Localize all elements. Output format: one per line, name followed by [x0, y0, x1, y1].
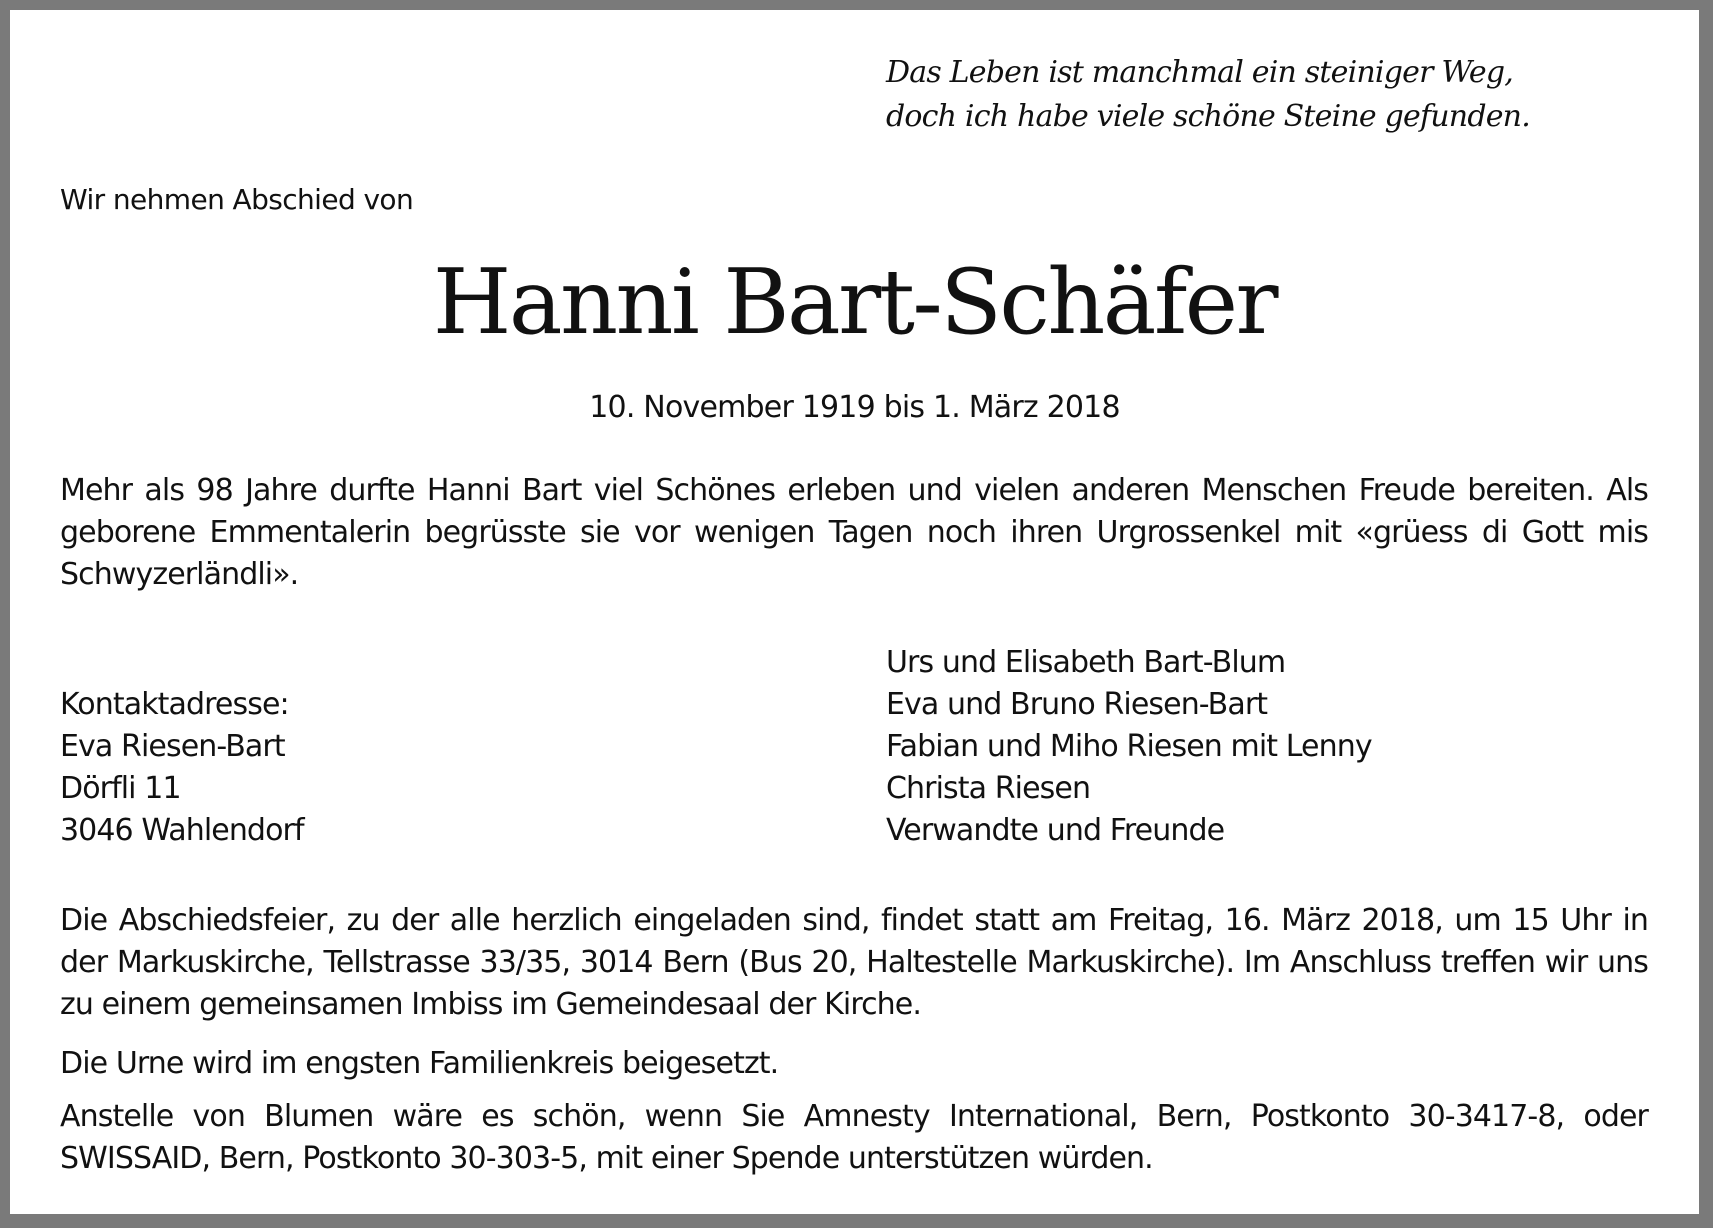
motto-line: doch ich habe viele schöne Steine gefunden. [886, 99, 1530, 134]
motto-quote [886, 51, 1646, 139]
contact-street: Dörfli 11 [60, 771, 181, 806]
mourner-entry: Verwandte und Freunde [886, 813, 1225, 848]
mourner-entry: Urs und Elisabeth Bart-Blum [886, 645, 1286, 680]
mourner-entry: Eva und Bruno Riesen-Bart [886, 687, 1268, 722]
motto-line: Das Leben ist manchmal ein steiniger Weg, [886, 55, 1514, 90]
deceased-name: Hanni Bart-Schäfer [432, 250, 1277, 355]
contact-address [60, 684, 304, 852]
mourners-list [886, 642, 1372, 852]
ceremony-paragraph: Die Abschiedsfeier, zu der alle herzlich eingeladen sind, findet statt am Freitag, 16. März 2018, um 15 Uhr in der Markuskirche, Tellstrasse 33/35, 3014 Bern (Bus 20, Haltestelle Markuskirche). Im Anschluss treffen wir uns zu einem gemeinsamen Imbiss im Gemeindesaal der Kirche. [60, 903, 1648, 1022]
mourner-entry: Fabian und Miho Riesen mit Lenny [886, 729, 1372, 764]
intro-text: Wir nehmen Abschied von [60, 183, 414, 216]
contact-city: 3046 Wahlendorf [60, 813, 304, 848]
life-dates: 10. November 1919 bis 1. März 2018 [589, 390, 1120, 425]
donation-paragraph: Anstelle von Blumen wäre es schön, wenn Sie Amnesty International, Bern, Postkonto 30-3417-8, oder SWISSAID, Bern, Postkonto 30-303-5, mit einer Spende unterstützen würden. [60, 1099, 1648, 1176]
tribute-paragraph: Mehr als 98 Jahre durfte Hanni Bart viel Schönes erleben und vielen anderen Menschen Freude bereiten. Als geborene Emmentalerin begrüsste sie vor wenigen Tagen noch ihren Urgrossenkel mit «grüess di Gott mis Schwyzerländli». [60, 473, 1648, 592]
contact-name: Eva Riesen-Bart [60, 729, 285, 764]
obituary-notice [10, 10, 1699, 1214]
mourner-entry: Christa Riesen [886, 771, 1091, 806]
urn-paragraph: Die Urne wird im engsten Familienkreis beigesetzt. [60, 1046, 779, 1081]
contact-label: Kontaktadresse: [60, 687, 289, 722]
